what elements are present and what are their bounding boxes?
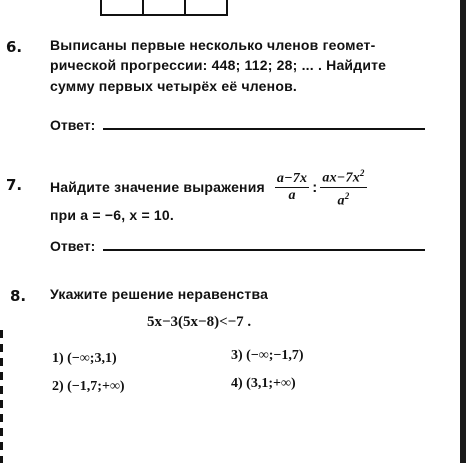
answer-boxes — [100, 0, 228, 16]
q6-text-line2: рической прогрессии: 448; 112; 28; ... . Найдите — [50, 57, 387, 73]
q8-option-2-label: 2) — [52, 379, 64, 394]
q8-option-4-label: 4) — [231, 376, 243, 391]
q6-answer-field[interactable] — [103, 126, 425, 130]
q6-number: 6. — [6, 38, 23, 56]
q8-option-3[interactable] — [231, 348, 304, 364]
q7-answer-field[interactable] — [103, 247, 425, 251]
margin-marks — [0, 330, 3, 463]
q7-answer-row — [50, 238, 425, 254]
q8-inequality: 5x−3(5x−8)<−7 . — [147, 314, 252, 330]
q7-prompt-row — [50, 165, 367, 209]
q7-fraction-2 — [320, 165, 366, 209]
q7-frac2-den-text: a — [337, 193, 345, 209]
q8-option-3-label: 3) — [231, 348, 243, 363]
q7-colon: : — [312, 178, 318, 196]
q8-option-2-value: (−1,7;+∞) — [67, 379, 125, 394]
q7-frac2-num-text: ax−7x — [322, 170, 360, 186]
q7-prompt: Найдите значение выражения — [50, 179, 265, 196]
q8-option-2[interactable] — [52, 379, 125, 395]
q8-option-1-value: (−∞;3,1) — [67, 351, 117, 366]
q8-number: 8. — [10, 287, 27, 305]
q6-text-line3: сумму первых четырёх её членов. — [50, 78, 297, 94]
q8-option-4[interactable] — [231, 376, 296, 392]
q8-option-4-value: (3,1;+∞) — [246, 376, 296, 391]
q7-frac1-numerator: a−7x — [276, 170, 308, 186]
q8-option-1[interactable] — [52, 351, 117, 367]
q7-number: 7. — [6, 176, 23, 194]
q8-option-1-label: 1) — [52, 351, 64, 366]
q7-frac2-den-exponent: 2 — [344, 190, 350, 201]
q7-condition: при a = −6, x = 10. — [50, 207, 174, 223]
q7-frac2-numerator — [320, 165, 366, 188]
q8-prompt: Укажите решение неравенства — [50, 286, 269, 302]
q6-text-line1: Выписаны первые несколько членов геомет- — [50, 37, 376, 53]
q6-answer-label: Ответ: — [50, 117, 96, 133]
q7-frac1-denominator: a — [288, 187, 296, 203]
q7-frac2-num-exponent: 2 — [359, 168, 365, 178]
scan-edge — [460, 0, 466, 463]
q7-answer-label: Ответ: — [50, 238, 96, 254]
q7-fraction-1 — [275, 171, 309, 204]
q7-frac2-denominator — [336, 188, 352, 210]
q8-option-3-value: (−∞;−1,7) — [246, 348, 304, 363]
q6-answer-row — [50, 117, 425, 133]
